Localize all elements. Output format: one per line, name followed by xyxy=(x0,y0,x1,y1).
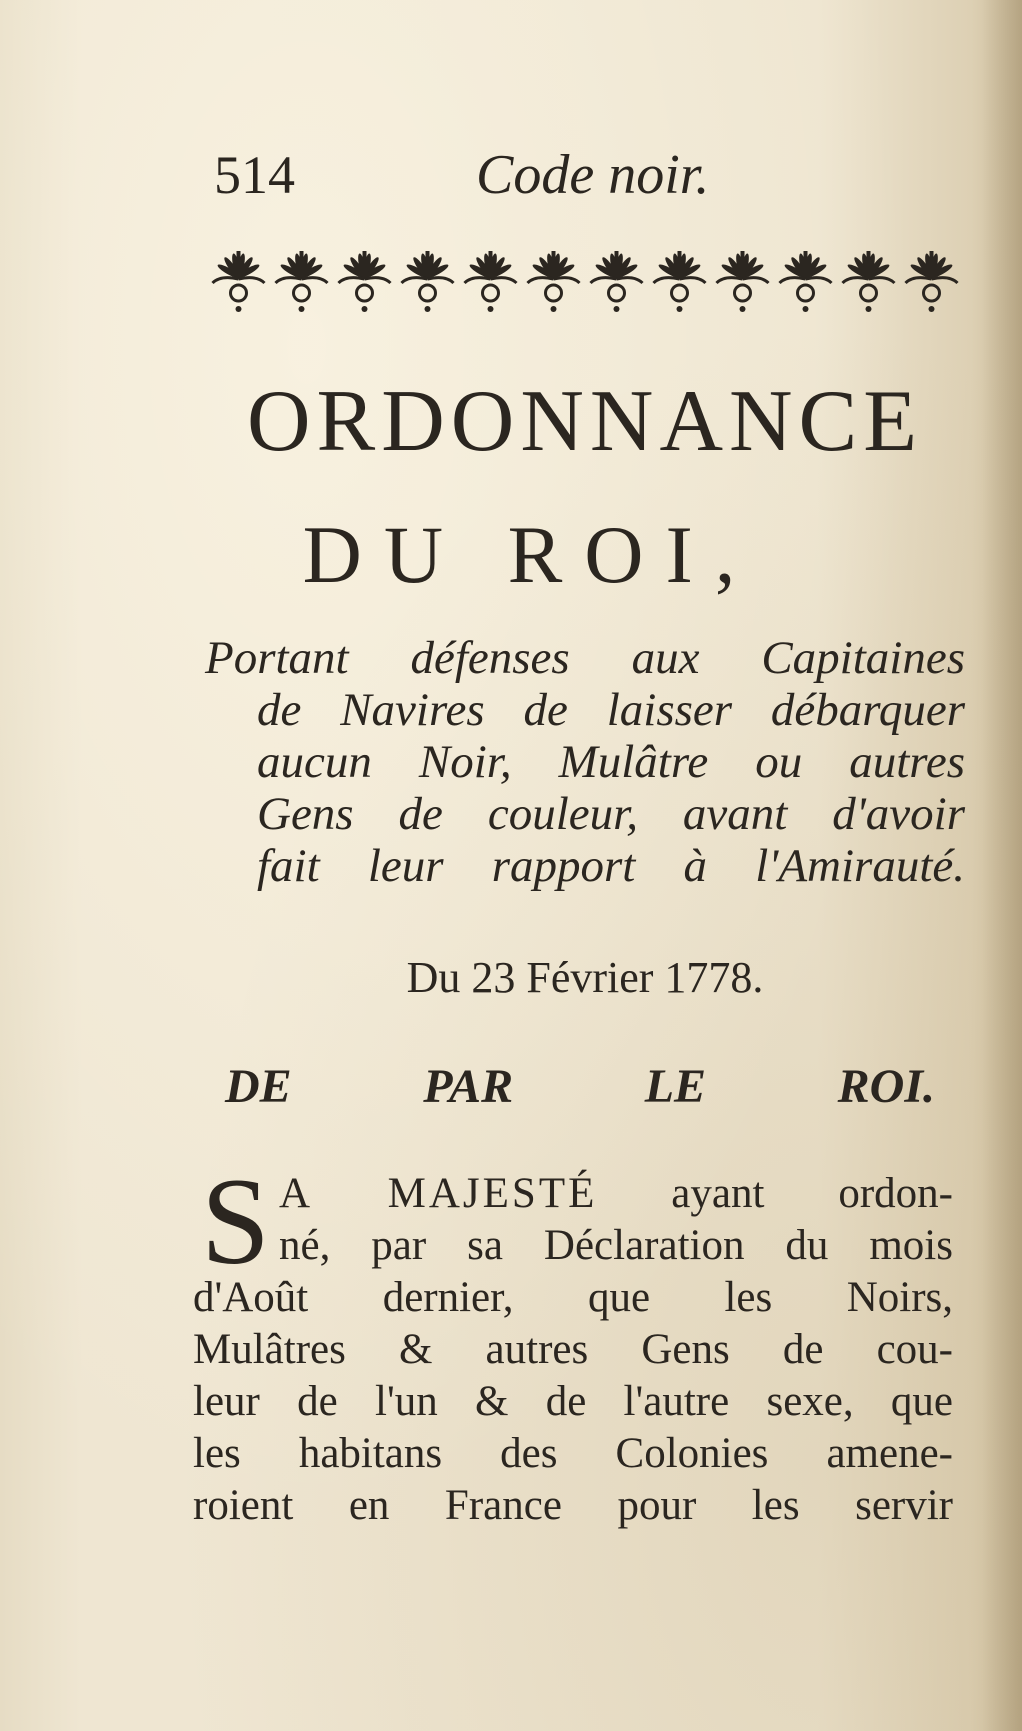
body-first-line xyxy=(279,1168,953,1220)
running-title: Code noir. xyxy=(476,144,710,206)
body-first-words: A MAJESTÉ xyxy=(279,1170,598,1217)
fleuron-icon xyxy=(339,251,391,312)
fleuron-icon xyxy=(780,251,832,312)
heading-de-par-le-roi: DE PAR LE ROI. xyxy=(225,1060,935,1113)
body-first-line-tail: ayant ordon- xyxy=(671,1170,953,1217)
body-line: né, par sa Déclaration du mois xyxy=(279,1222,953,1269)
fleuron-icon xyxy=(465,251,517,312)
subtitle-line: fait leur rapport à l'Amirauté. xyxy=(257,840,965,892)
fleuron-icon xyxy=(843,251,895,312)
fleuron-icon xyxy=(276,251,328,312)
fleuron-icon xyxy=(591,251,643,312)
subtitle-line: de Navires de laisser débarquer xyxy=(257,684,965,736)
subtitle xyxy=(205,632,965,892)
title-ordonnance: ORDONNANCE xyxy=(247,373,923,470)
fleuron-icon xyxy=(402,251,454,312)
body-text xyxy=(193,1153,953,1532)
body-line: Mulâtres & autres Gens de cou- xyxy=(193,1326,953,1373)
subtitle-line: Gens de couleur, avant d'avoir xyxy=(257,788,965,840)
subtitle-line: Portant défenses aux Capitaines xyxy=(205,632,965,684)
fleuron-icon xyxy=(528,251,580,312)
fleuron-icon xyxy=(213,251,265,312)
fleuron-icon xyxy=(717,251,769,312)
body-line: d'Août dernier, que les Noirs, xyxy=(193,1274,953,1321)
fleuron-icon xyxy=(906,251,958,312)
subtitle-line: aucun Noir, Mulâtre ou autres xyxy=(257,736,965,788)
fleuron-ornament-icon xyxy=(207,243,963,319)
page-gutter-shadow xyxy=(982,0,1022,1731)
page-number: 514 xyxy=(214,145,295,205)
running-head xyxy=(214,140,774,210)
body-line: leur de l'un & de l'autre sexe, que xyxy=(193,1378,953,1425)
title-du-roi: DU ROI, xyxy=(302,509,758,600)
fleuron-ornament-band xyxy=(207,243,963,319)
body-line: les habitans des Colonies amene- xyxy=(193,1430,953,1477)
ordinance-date: Du 23 Février 1778. xyxy=(406,953,764,1002)
body-line: roient en France pour les servir xyxy=(193,1482,953,1529)
fleuron-icon xyxy=(654,251,706,312)
drop-cap: S xyxy=(201,1153,270,1290)
